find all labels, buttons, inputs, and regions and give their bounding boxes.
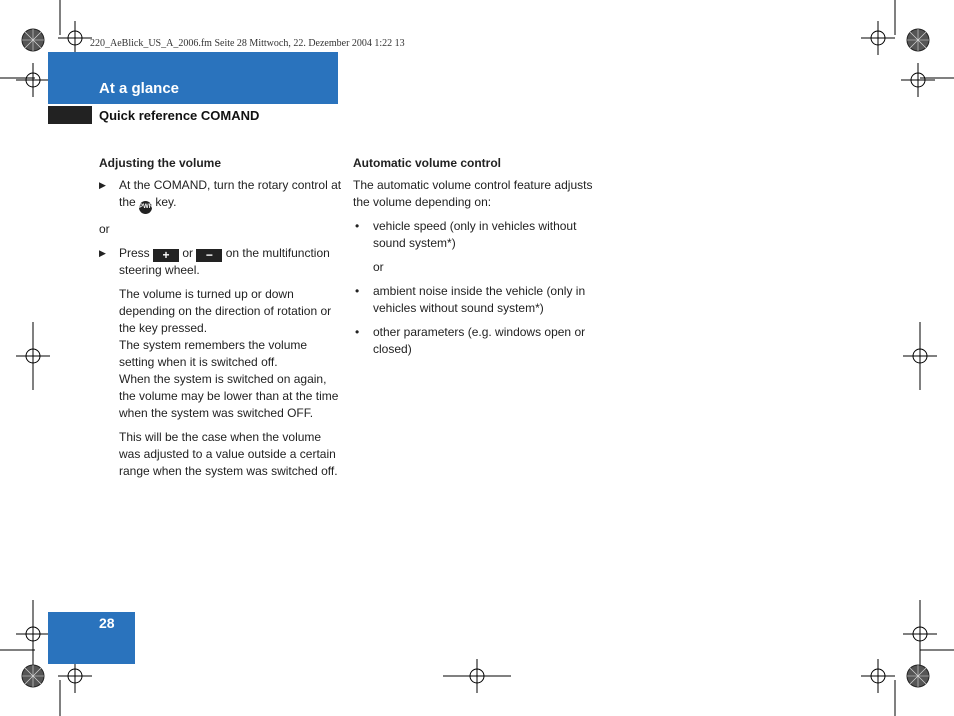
bullet-icon: • <box>355 325 360 339</box>
plus-key-icon: + <box>153 249 179 262</box>
intro-text: The automatic volume control feature adjusts the volume depending on: <box>353 178 593 209</box>
section-banner <box>48 52 338 104</box>
section-title: At a glance <box>99 80 180 97</box>
bullet-icon: • <box>355 219 360 233</box>
right-heading: Automatic volume control <box>353 156 502 170</box>
bullet-other-parameters: other parameters (e.g. windows open or closed) <box>373 325 586 356</box>
left-heading: Adjusting the volume <box>99 156 222 170</box>
subtitle-marker <box>48 106 92 124</box>
pwr-key-icon: PWR <box>139 201 152 214</box>
para-volume-remember: The system remembers the volume setting when it is switched off. <box>119 338 308 369</box>
file-meta: 220_AeBlick_US_A_2006.fm Seite 28 Mittwoch, 22. Dezember 2004 1:22 13 <box>90 38 405 49</box>
step-rotary <box>99 177 344 214</box>
list-item <box>353 218 598 252</box>
page-subtitle: Quick reference COMAND <box>99 108 260 123</box>
step2-or: or <box>182 246 194 260</box>
para-volume-lower: When the system is switched on again, the volume may be lower than at the time when the system was switched OFF. <box>119 372 339 420</box>
step-arrow-icon: ▶ <box>99 248 106 258</box>
bullet-icon: • <box>355 284 360 298</box>
page-number: 28 <box>99 615 115 631</box>
step1-text-a: At the COMAND, turn the rotary control at the <box>119 178 342 209</box>
page-number-box <box>48 612 135 664</box>
right-column <box>353 155 598 358</box>
minus-key-icon: − <box>196 249 222 262</box>
step2-text-b: on the multifunction steering wheel. <box>119 246 330 277</box>
or-text: or <box>99 222 110 236</box>
left-column <box>99 155 344 480</box>
step-press <box>99 245 344 279</box>
para-volume-direction: The volume is turned up or down depending on the direction of rotation or the key pressed. <box>119 287 332 335</box>
step1-text-b: key. <box>155 195 177 209</box>
step-arrow-icon: ▶ <box>99 180 106 190</box>
bullet-ambient-noise: ambient noise inside the vehicle (only in vehicles without sound system*) <box>373 284 586 315</box>
step2-text-a: Press <box>119 246 150 260</box>
list-item <box>353 283 598 317</box>
or-text: or <box>373 260 384 274</box>
para-volume-range: This will be the case when the volume was adjusted to a value outside a certain range when the system was switched off. <box>119 430 338 478</box>
list-item <box>353 324 598 358</box>
bullet-vehicle-speed: vehicle speed (only in vehicles without sound system*) <box>373 219 577 250</box>
